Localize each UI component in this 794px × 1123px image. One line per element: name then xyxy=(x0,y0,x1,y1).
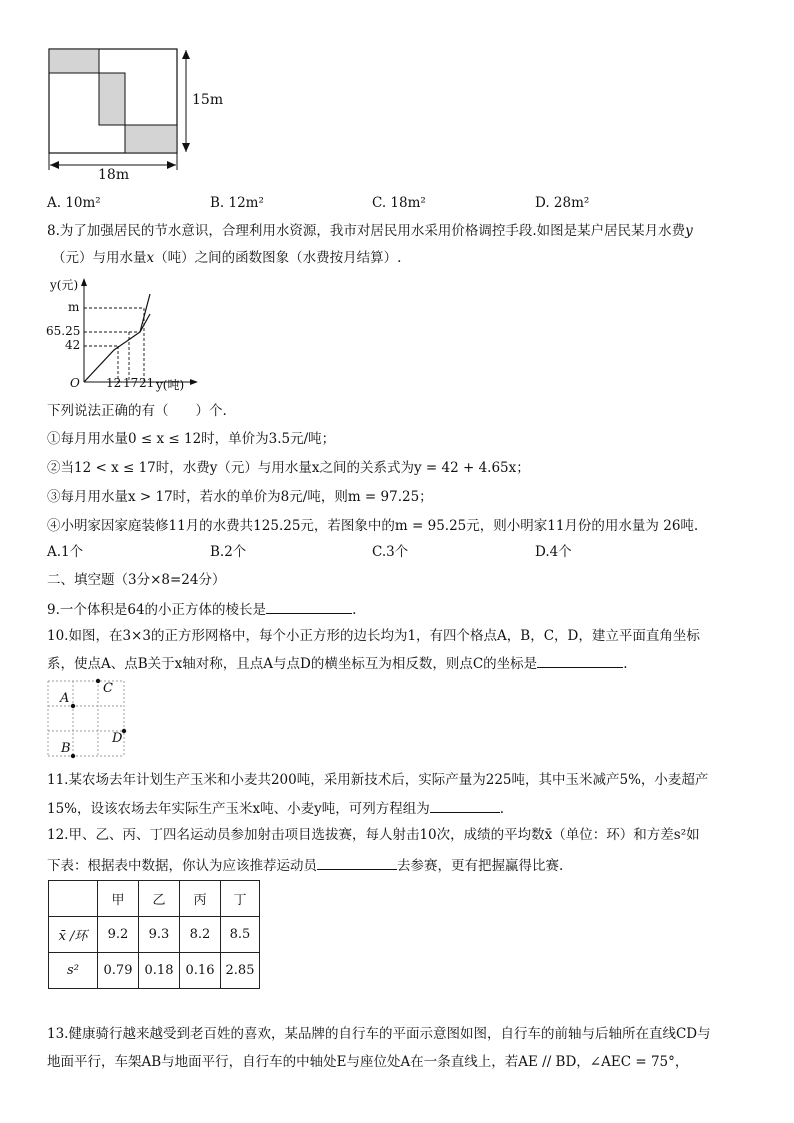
q8-prompt: 下列说法正确的有（ ）个. xyxy=(47,403,227,419)
q8-statement-1: ①每月用水量0 ≤ x ≤ 12时，单价为3.5元/吨； xyxy=(47,431,336,447)
q8-x-tick-21: 21 xyxy=(139,376,155,390)
q8-x-tick-12: 12 xyxy=(106,376,122,390)
q10-answer-blank[interactable] xyxy=(537,653,623,668)
table-cell: 2.85 xyxy=(221,953,260,989)
q12-answer-blank[interactable] xyxy=(317,855,397,870)
q7-option-d[interactable]: D. 28m² xyxy=(535,195,590,211)
table-cell: 0.79 xyxy=(98,953,139,989)
q8-y-tick-m: m xyxy=(68,300,80,314)
table-cell: x̄ /环 xyxy=(49,917,98,953)
q8-x-axis-label: y(吨) xyxy=(156,378,185,392)
q10-point-a: A xyxy=(60,691,70,706)
q8-line1: 8.为了加强居民的节水意识，合理利用水资源，我市对居民用水采用价格调控手段.如图是某户居民某月水费y xyxy=(47,223,693,239)
table-cell: 9.2 xyxy=(98,917,139,953)
table-header-row xyxy=(49,881,260,917)
section-fill-in-heading: 二、填空题（3分×8=24分） xyxy=(47,572,226,588)
q7-option-a[interactable]: A. 10m² xyxy=(47,195,101,211)
table-cell: 丁 xyxy=(221,881,260,917)
q8-x-tick-17: 17 xyxy=(123,376,139,390)
table-cell: 0.18 xyxy=(139,953,180,989)
table-cell: 甲 xyxy=(98,881,139,917)
q8-option-d[interactable]: D.4个 xyxy=(535,544,572,560)
q8-y-tick-42: 42 xyxy=(65,338,81,352)
table-cell: 8.5 xyxy=(221,917,260,953)
table-cell xyxy=(49,881,98,917)
q8-origin-label: O xyxy=(70,376,80,390)
q10-point-c: C xyxy=(103,681,113,696)
table-row xyxy=(49,953,260,989)
q8-statement-2: ②当12 < x ≤ 17时，水费y（元）与用水量x之间的关系式为y = 42 + 4.65x； xyxy=(47,460,530,476)
q7-options xyxy=(0,194,794,212)
table-cell: 乙 xyxy=(139,881,180,917)
q12-stats-table xyxy=(48,880,260,989)
table-cell: 0.16 xyxy=(180,953,221,989)
q10-grid-figure xyxy=(46,678,130,760)
q10-point-d: D xyxy=(112,731,123,746)
q8-statement-4: ④小明家因家庭装修11月的水费共125.25元，若图象中的m = 95.25元，则小明家11月份的用水量为 26吨. xyxy=(47,518,699,534)
q12-line2: 下表：根据表中数据，你认为应该推荐运动员 去参赛，更有把握赢得比赛. xyxy=(47,855,563,875)
q7-option-b[interactable]: B. 12m² xyxy=(210,195,264,211)
q13-line2: 地面平行，车架AB与地面平行，自行车的中轴处E与座位处A在一条直线上，若AE // BD，∠AEC = 75°， xyxy=(47,1054,689,1070)
q10-point-b: B xyxy=(61,741,71,756)
dim-width-label: 18m xyxy=(98,167,130,183)
table-cell: s² xyxy=(49,953,98,989)
q7-option-c[interactable]: C. 18m² xyxy=(372,195,426,211)
q10-line2: 系，使点A、点B关于x轴对称，且点A与点D的横坐标互为相反数，则点C的坐标是 . xyxy=(47,653,627,673)
table-cell: 丙 xyxy=(180,881,221,917)
table-row xyxy=(49,917,260,953)
q8-options xyxy=(0,543,794,561)
q12-line1: 12.甲、乙、丙、丁四名运动员参加射击项目选拔赛，每人射击10次，成绩的平均数x̄（单位：环）和方差s²如 xyxy=(47,827,700,843)
q13-line1: 13.健康骑行越来越受到老百姓的喜欢，某品牌的自行车的平面示意图如图，自行车的前轴与后轴所在直线CD与 xyxy=(47,1026,711,1042)
q8-statement-3: ③每月用水量x > 17时，若水的单价为8元/吨，则m = 97.25； xyxy=(47,489,433,505)
q9-text: 9.一个体积是64的小正方体的棱长是 . xyxy=(47,599,356,619)
q8-line2: （元）与用水量x（吨）之间的函数图象（水费按月结算）. xyxy=(52,250,402,266)
table-cell: 8.2 xyxy=(180,917,221,953)
q8-y-axis-label: y(元) xyxy=(50,278,79,292)
q11-line2: 15%，设该农场去年实际生产玉米x吨、小麦y吨，可列方程组为 . xyxy=(47,798,504,818)
q8-option-b[interactable]: B.2个 xyxy=(210,544,247,560)
q9-answer-blank[interactable] xyxy=(266,599,352,614)
q11-line1: 11.某农场去年计划生产玉米和小麦共200吨，采用新技术后，实际产量为225吨，其中玉米减产5%，小麦超产 xyxy=(47,772,709,788)
area-figure xyxy=(40,44,220,194)
q10-line1: 10.如图，在3×3的正方形网格中，每个小正方形的边长均为1，有四个格点A，B，C，D，建立平面直角坐标 xyxy=(47,628,700,644)
q8-y-tick-65: 65.25 xyxy=(46,324,81,338)
dim-height-label: 15m xyxy=(192,92,224,108)
q8-option-a[interactable]: A.1个 xyxy=(47,544,84,560)
table-cell: 9.3 xyxy=(139,917,180,953)
q11-answer-blank[interactable] xyxy=(430,798,500,813)
q8-option-c[interactable]: C.3个 xyxy=(372,544,409,560)
